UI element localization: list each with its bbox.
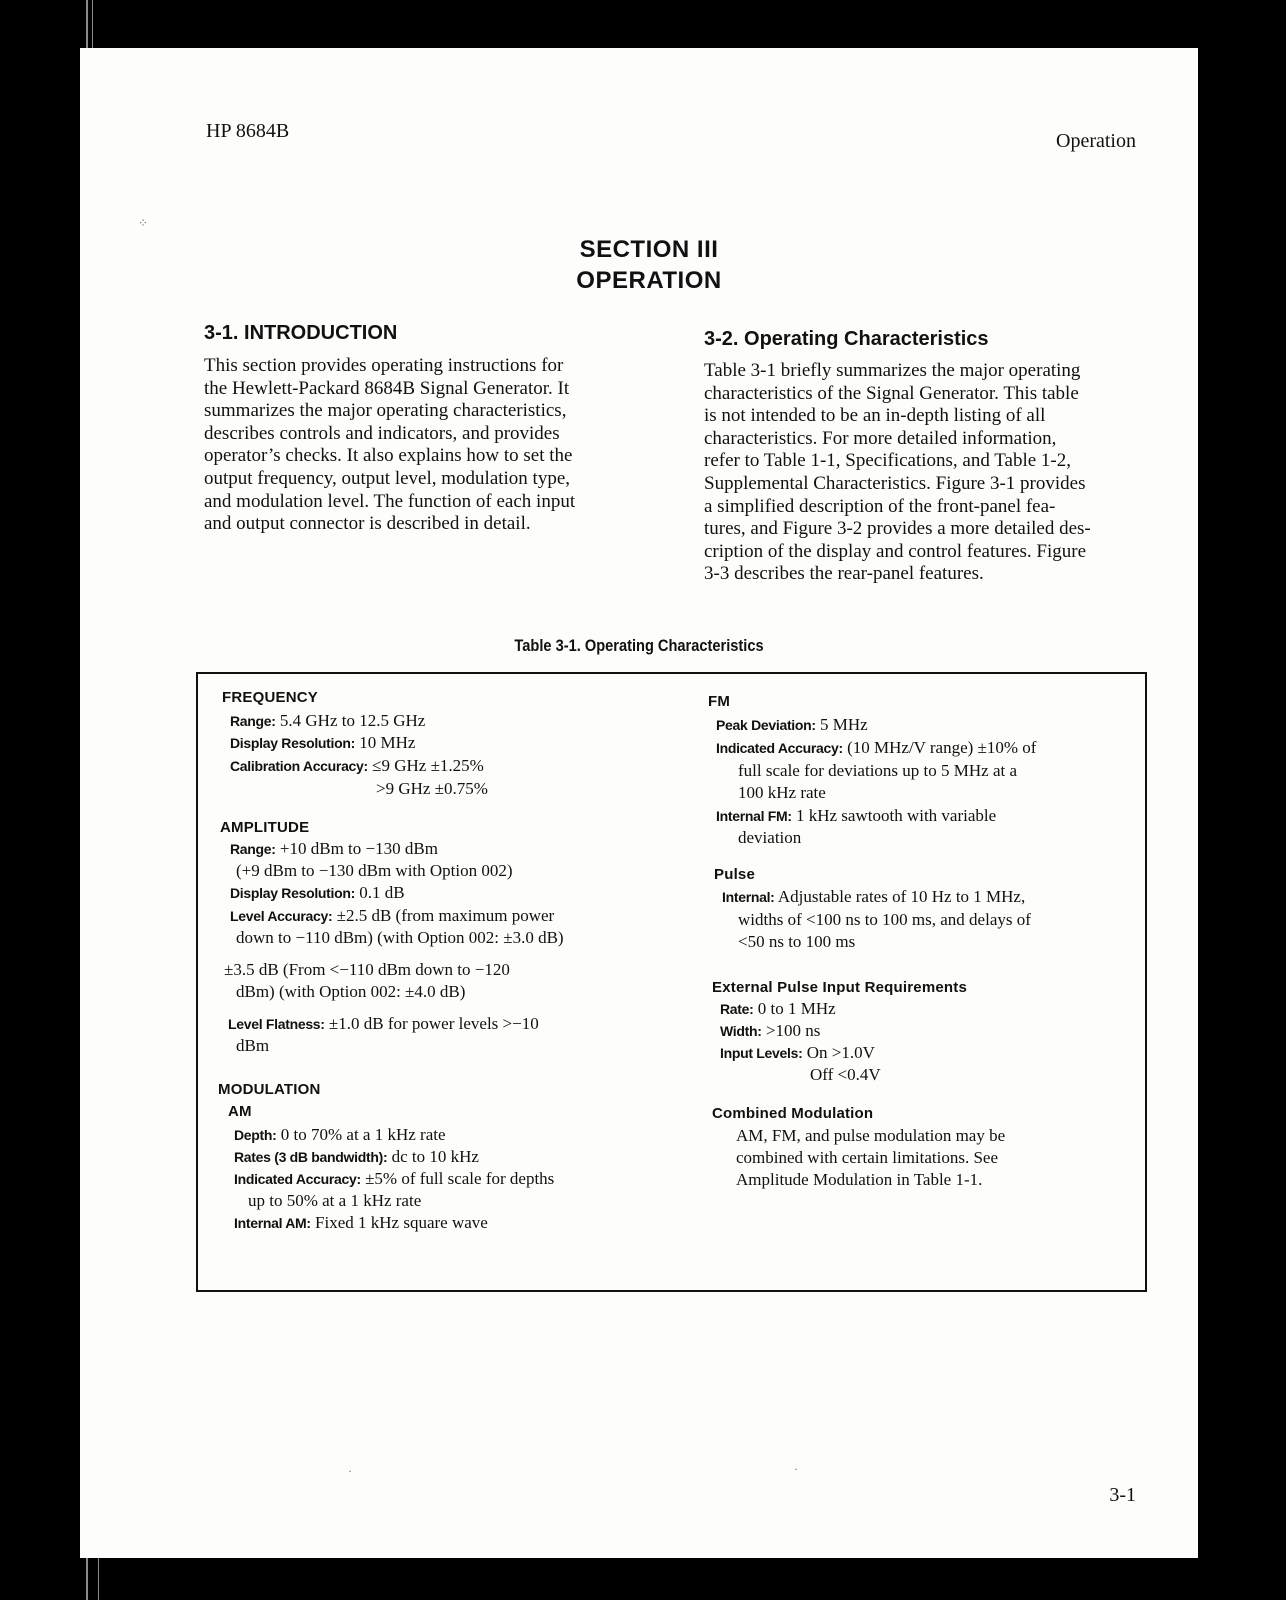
table-entry-value: Off <0.4V (810, 1065, 881, 1084)
table-entry-value: 0.1 dB (354, 883, 405, 902)
table-entry (736, 1147, 998, 1169)
table-entry-value: down to −110 dBm) (with Option 002: ±3.0 dB) (236, 928, 564, 947)
table-entry-label: Range: (230, 841, 276, 857)
table-entry (720, 1042, 875, 1064)
table-group-heading: MODULATION (218, 1081, 321, 1098)
table-entry (810, 1064, 881, 1086)
table-entry-value: 0 to 1 MHz (753, 999, 836, 1018)
table-entry-value: combined with certain limitations. See (736, 1148, 999, 1167)
table-entry-label: Width: (720, 1023, 762, 1039)
table-entry-label: Rate: (720, 1001, 754, 1017)
table-entry (712, 1102, 873, 1125)
table-entry (712, 976, 967, 999)
table-entry-value: ±3.5 dB (From <−110 dBm down to −120 (224, 960, 510, 979)
table-entry-value: Amplitude Modulation in Table 1-1. (736, 1170, 983, 1189)
scan-speck: · (794, 1462, 798, 1476)
table-entry-value: 0 to 70% at a 1 kHz rate (276, 1125, 446, 1144)
table-entry-value: Fixed 1 kHz square wave (310, 1213, 488, 1232)
paragraph-line: Table 3-1 briefly summarizes the major operating (704, 360, 1081, 381)
table-entry (738, 909, 1031, 931)
table-entry-value: <50 ns to 100 ms (738, 932, 856, 951)
table-entry (236, 860, 513, 882)
paragraph-line: characteristics. For more detailed information, (704, 427, 1057, 449)
table-entry (230, 755, 484, 777)
table-entry-label: Rates (3 dB bandwidth): (234, 1149, 388, 1165)
paragraph-line: is not intended to be an in-depth listing of all (704, 405, 1046, 427)
scan-edge-line (86, 1558, 88, 1600)
table-entry-value: dc to 10 kHz (387, 1147, 479, 1166)
table-entry-value: >100 ns (761, 1021, 821, 1040)
table-entry-label: Peak Deviation: (716, 717, 816, 733)
table-entry (234, 1146, 479, 1168)
header-model: HP 8684B (206, 120, 290, 142)
table-entry (736, 1169, 982, 1191)
paragraph-line: the Hewlett-Packard 8684B Signal Generator. It (204, 377, 570, 399)
table-entry-label: Internal FM: (716, 808, 792, 824)
table-entry-value: ±5% of full scale for depths (360, 1169, 555, 1188)
table-entry (714, 863, 755, 886)
opchar-paragraph (704, 360, 1154, 586)
table-entry (234, 1124, 446, 1146)
table-group-heading: FM (708, 693, 731, 710)
table-entry (720, 1020, 820, 1042)
table-entry (722, 886, 1025, 908)
table-entry (230, 905, 554, 927)
section-title (80, 234, 1198, 296)
table-entry-value: widths of <100 ns to 100 ms, and delays of (738, 910, 1031, 929)
paragraph-line: a simplified description of the front-panel fea- (704, 495, 1056, 517)
table-entry-value: (+9 dBm to −130 dBm with Option 002) (236, 861, 513, 880)
paragraph-line: describes controls and indicators, and provides (204, 422, 560, 444)
paragraph-line: 3-3 describes the rear-panel features. (704, 563, 984, 585)
table-entry-value: deviation (738, 828, 802, 847)
table-entry-label: Calibration Accuracy: (230, 758, 368, 774)
table-entry-label: Level Flatness: (228, 1016, 325, 1032)
table-entry (230, 838, 438, 860)
page-number: 3-1 (1109, 1484, 1136, 1506)
table-entry (220, 816, 309, 839)
table-entry-value: On >1.0V (802, 1043, 875, 1062)
intro-paragraph (204, 355, 744, 536)
table-entry (234, 1212, 488, 1234)
table-entry-value: 1 kHz sawtooth with variable (791, 806, 997, 825)
table-entry-label: Internal: (722, 889, 775, 905)
table-entry (236, 981, 465, 1003)
table-group-heading: Pulse (714, 866, 756, 883)
table-entry (228, 1013, 539, 1035)
table-entry (738, 782, 826, 804)
table-entry (248, 1190, 421, 1212)
table-entry-value: 5 MHz (815, 715, 868, 734)
paragraph-line: This section provides operating instructions for (204, 355, 564, 376)
table-entry-value: Adjustable rates of 10 Hz to 1 MHz, (774, 887, 1026, 906)
table-entry-value: up to 50% at a 1 kHz rate (248, 1191, 422, 1210)
table-entry-value: AM, FM, and pulse modulation may be (736, 1126, 1006, 1145)
table-entry-value: 10 MHz (354, 733, 416, 752)
paragraph-line: Supplemental Characteristics. Figure 3-1 provides (704, 472, 1086, 494)
table-entry (224, 959, 510, 981)
scan-edge-line (98, 1558, 99, 1600)
paragraph-line: refer to Table 1-1, Specifications, and Table 1-2, (704, 450, 1072, 472)
table-entry-value: 100 kHz rate (738, 783, 826, 802)
table-entry-value: +10 dBm to −130 dBm (275, 839, 438, 858)
table-entry-label: Display Resolution: (230, 885, 355, 901)
table-entry (218, 1078, 321, 1101)
table-group-heading: FREQUENCY (222, 689, 318, 706)
scan-speck: · (348, 1464, 352, 1478)
table-entry (234, 1168, 554, 1190)
table-entry-value: full scale for deviations up to 5 MHz at a (738, 761, 1018, 780)
paragraph-line: output frequency, output level, modulation type, (204, 467, 571, 489)
intro-heading: 3-1. INTRODUCTION (204, 322, 398, 344)
table-entry-value: ≤9 GHz ±1.25% (367, 756, 484, 775)
table-entry (716, 737, 1036, 759)
table-entry (228, 1100, 252, 1123)
table-group-heading: External Pulse Input Requirements (712, 979, 967, 996)
table-entry (236, 1035, 269, 1057)
table-group-heading: Combined Modulation (712, 1105, 874, 1122)
table-group-heading: AMPLITUDE (220, 819, 310, 836)
table-entry-label: Internal AM: (234, 1215, 311, 1231)
table-entry (236, 927, 564, 949)
table-entry-value: dBm) (with Option 002: ±4.0 dB) (236, 982, 466, 1001)
table-entry (376, 778, 488, 800)
table-entry-label: Level Accuracy: (230, 908, 333, 924)
header-section-name: Operation (1056, 130, 1136, 152)
table-entry (738, 931, 855, 953)
table-entry-value: dBm (236, 1036, 270, 1055)
table-entry (738, 760, 1017, 782)
opchar-heading: 3-2. Operating Characteristics (704, 328, 989, 350)
paragraph-line: and modulation level. The function of each input (204, 490, 576, 512)
table-entry-value: ±2.5 dB (from maximum power (332, 906, 555, 925)
table-caption: Table 3-1. Operating Characteristics (514, 636, 764, 655)
operating-characteristics-table (196, 672, 1147, 1292)
table-entry-value: ±1.0 dB for power levels >−10 (324, 1014, 539, 1033)
table-entry-value: (10 MHz/V range) ±10% of (842, 738, 1037, 757)
table-entry-label: Input Levels: (720, 1045, 803, 1061)
document-page (80, 48, 1198, 1558)
table-entry (736, 1125, 1005, 1147)
table-group-heading: AM (228, 1103, 252, 1120)
table-entry-value: 5.4 GHz to 12.5 GHz (275, 711, 426, 730)
table-entry (230, 882, 405, 904)
table-entry-label: Indicated Accuracy: (716, 740, 843, 756)
table-entry (716, 714, 868, 736)
table-entry-label: Range: (230, 713, 276, 729)
table-entry-value: >9 GHz ±0.75% (376, 779, 488, 798)
paragraph-line: tures, and Figure 3-2 provides a more detailed des- (704, 518, 1091, 540)
paragraph-line: cription of the display and control features. Figure (704, 540, 1087, 562)
paragraph-line: and output connector is described in detail. (204, 513, 531, 535)
table-entry (222, 686, 318, 709)
paragraph-line: summarizes the major operating characteristics, (204, 400, 567, 422)
table-entry-label: Display Resolution: (230, 735, 355, 751)
scan-edge-line (92, 0, 93, 48)
paragraph-line: operator’s checks. It also explains how to set the (204, 445, 573, 467)
table-entry (738, 827, 801, 849)
table-entry (230, 710, 425, 732)
table-entry-label: Indicated Accuracy: (234, 1171, 361, 1187)
table-entry (230, 732, 415, 754)
table-entry (708, 690, 730, 713)
section-name: OPERATION (576, 267, 722, 294)
table-entry (720, 998, 836, 1020)
paragraph-line: characteristics of the Signal Generator. This table (704, 382, 1079, 404)
section-number: SECTION III (579, 236, 719, 263)
scan-edge-line (86, 0, 88, 48)
table-entry-label: Depth: (234, 1127, 277, 1143)
table-entry (716, 805, 996, 827)
scan-speck: ⁘ (138, 216, 149, 230)
